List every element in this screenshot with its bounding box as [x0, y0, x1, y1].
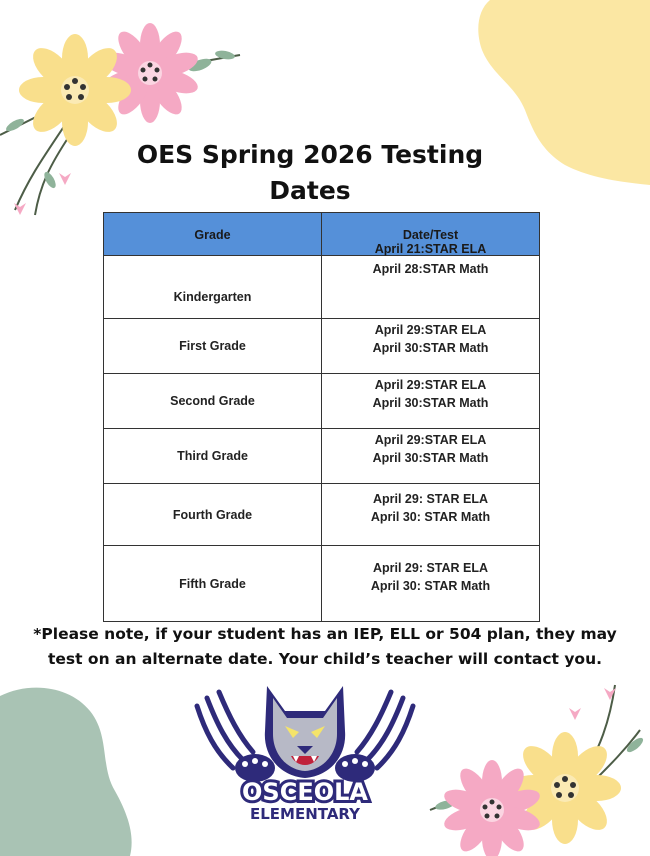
- svg-text:OSCEOLA: OSCEOLA: [242, 778, 368, 806]
- column-header-label: Date/Test: [402, 228, 459, 242]
- table-row: [104, 256, 540, 319]
- page-title-line-2: Dates: [269, 176, 351, 205]
- table-row: [104, 546, 540, 622]
- date-test-cell: April 28:STAR Math: [322, 256, 540, 319]
- table-row: [104, 374, 540, 429]
- table-row: [104, 429, 540, 484]
- date-test-cell: April 29:STAR ELA April 30:STAR Math: [322, 429, 540, 484]
- grade-cell: First Grade: [104, 319, 322, 374]
- testing-schedule-table: [103, 212, 540, 622]
- column-header-date-test: [322, 213, 540, 256]
- table-row: [104, 484, 540, 546]
- grade-cell: Third Grade: [104, 429, 322, 484]
- green-blob-bottom-left: [0, 686, 140, 856]
- page-title-line-1: OES Spring 2026 Testing: [136, 140, 484, 169]
- table-header-row: [104, 213, 540, 256]
- grade-cell: Second Grade: [104, 374, 322, 429]
- flower-cluster-bottom-right: [410, 670, 650, 856]
- table-row: [104, 319, 540, 374]
- grade-cell: Kindergarten: [104, 256, 322, 319]
- date-test-cell: April 29: STAR ELA April 30: STAR Math: [322, 546, 540, 622]
- date-test-cell: April 29:STAR ELA April 30:STAR Math: [322, 319, 540, 374]
- note-line-2: test on an alternate date. Your child’s teacher will contact you.: [47, 650, 603, 668]
- osceola-bobcat-logo: [185, 676, 425, 826]
- grade-cell: Fourth Grade: [104, 484, 322, 546]
- accommodation-note: [0, 622, 650, 672]
- date-test-cell: April 29:STAR ELA April 30:STAR Math: [322, 374, 540, 429]
- date-test-cell: April 29: STAR ELA April 30: STAR Math: [322, 484, 540, 546]
- note-line-1: *Please note, if your student has an IEP, ELL or 504 plan, they may: [33, 625, 617, 643]
- column-header-grade: Grade: [104, 213, 322, 256]
- header-extra-line: April 21:STAR ELA: [374, 242, 487, 256]
- grade-cell: Fifth Grade: [104, 546, 322, 622]
- svg-text:ELEMENTARY: ELEMENTARY: [249, 805, 361, 823]
